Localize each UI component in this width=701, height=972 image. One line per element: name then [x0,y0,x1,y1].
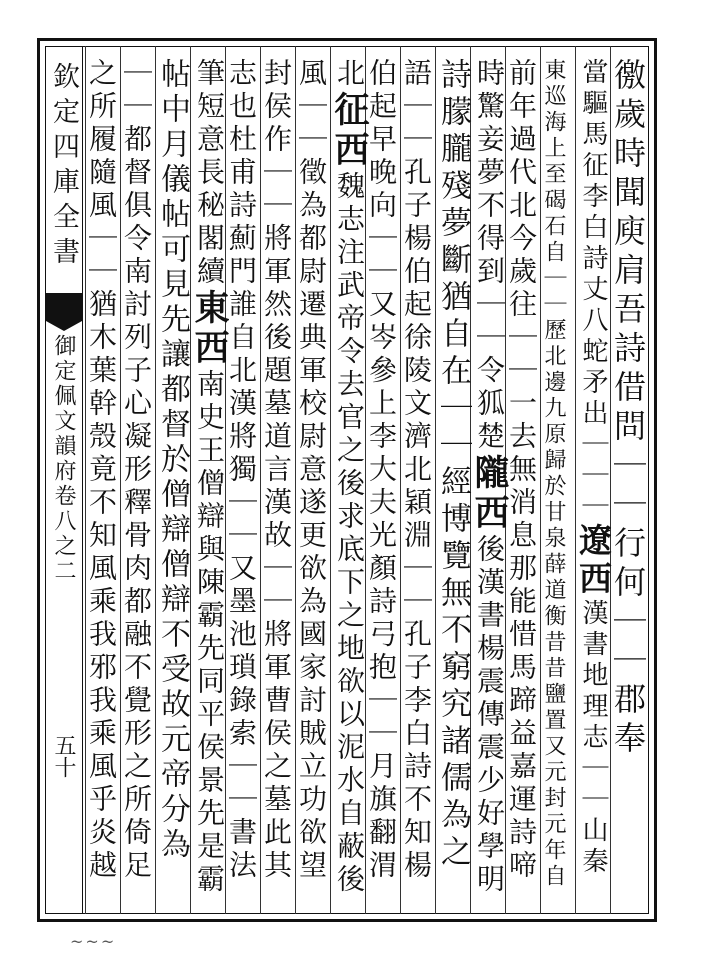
page-number: 五十 [51,734,76,778]
column-text: 徼歲時聞庾肩吾詩借問｜｜行何｜｜郡奉 [609,58,647,760]
column-text: 帖中月儀帖可見 [155,58,190,303]
column-continuation: 漢書地理志｜｜山秦 [578,599,608,878]
column-text: 東巡海上至碣石自｜｜歷北邊九原歸於甘泉薛道衡昔昔鹽 [541,58,566,708]
text-column [260,58,293,883]
column-text: 伯起早晚向｜｜又岑參上李大夫光顏詩弓抱｜｜月旗翻渭 [365,58,398,883]
column-text: 志也杜甫詩薊門誰自北漢將獨｜｜又墨池瑣錄索｜｜書法 [225,58,258,883]
column-text: 筆短意長秘閣續 [193,58,226,289]
text-column [505,58,538,883]
entry-headword: 征西 [329,91,370,171]
text-column [85,58,118,883]
text-column [225,58,258,883]
column-extra: 置又元封元年自 [541,708,566,890]
text-column [469,58,510,897]
column-rule [575,46,576,914]
text-column [435,58,471,872]
text-column [189,58,230,897]
column-text: ｜｜都督俱令南討列子心凝形釋骨肉都融不覺形之所倚足 [120,58,153,883]
text-column [400,58,433,883]
column-text: 封侯作｜｜將軍然後題墓道言漢故｜｜將軍曹侯之墓此其 [260,58,293,883]
margin-book-title: 欽定四庫全書 [48,62,79,272]
column-text: 風｜｜ [295,58,328,157]
column-text: 語｜｜孔子楊伯起徐陵文濟北穎淵｜｜孔子李白詩不知楊 [400,58,433,883]
entry-headword: 遼西 [574,523,613,599]
text-column [609,58,647,760]
column-rule [190,46,191,914]
text-column [574,58,613,878]
footer-mark: ~~~ [70,932,117,951]
text-column [365,58,398,883]
entry-headword: 東西 [189,289,230,369]
column-continuation: 南史王僧辯與陳霸先同平侯景先是霸 [193,369,226,897]
text-column [120,58,153,883]
column-text: 之所履隨風｜｜猶木葉幹殼竟不知風乘我邪我乘風乎炎越 [85,58,118,883]
text-column [542,58,564,890]
column-text: 北 [333,58,366,91]
column-text: 前年過代北今歲往｜｜一去無消息那能惜馬蹄益嘉運詩啼 [505,58,538,883]
column-continuation: 魏志注武帝令去官之後求底下之地欲以泥水自蔽後 [333,171,366,897]
fishtail-mark [46,293,82,321]
column-continuation: 經博覽無不窮究諸儒為之 [435,465,471,872]
entry-headword: 隴西 [469,454,510,534]
column-text: 時驚妾夢不得到｜｜令狐楚 [473,58,506,454]
column-continuation: 徵為都尉遷典軍校尉意遂更欲為國家討賊立功欲望 [295,157,328,883]
column-continuation: 後漢書楊震傳震少好學明 [473,534,506,897]
margin-volume-title: 御定佩文韻府卷八之二 [51,334,76,584]
text-column [295,58,328,883]
column-text: 當驅馬征李白詩丈八蛇矛出｜｜｜ [578,58,608,523]
text-column [155,58,190,863]
column-text: 詩朦朧殘夢斷猶自在｜｜ [435,58,471,465]
text-column [329,58,370,897]
column-continuation: 先讓都督於僧辯僧辯不受故元帝分為 [155,303,190,863]
column-rule [330,46,331,914]
